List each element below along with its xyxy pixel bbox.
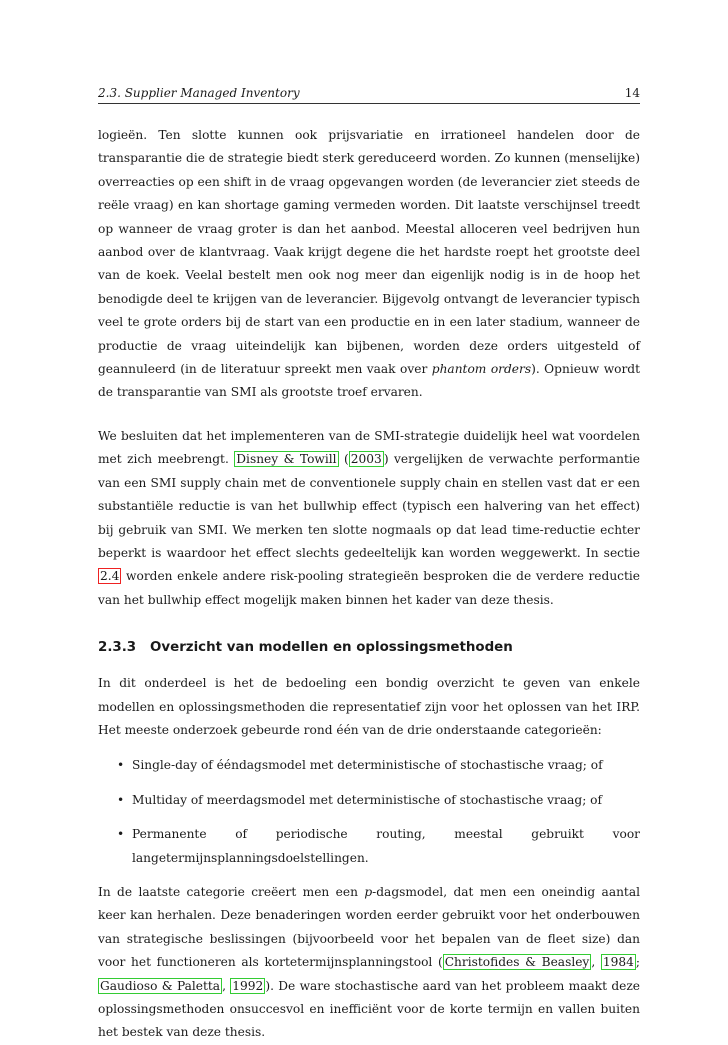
section-heading [98, 640, 640, 655]
paragraph-1-text-b: ). Opnieuw wordt de transparantie van SMI als grootste troef ervaren. [98, 362, 640, 400]
bullet-list [98, 754, 640, 870]
section-title: Overzicht van modellen en oplossingsmethoden [150, 640, 513, 656]
paragraph-2 [98, 425, 640, 612]
citation-open: ( [338, 452, 349, 467]
bullet-icon: • [117, 792, 125, 807]
list-item [117, 754, 640, 777]
list-item [117, 789, 640, 812]
paragraph-4-text-a: In de laatste categorie creëert men een [98, 884, 365, 899]
bullet-icon: • [117, 758, 125, 773]
paragraph-2-text-a: We besluiten dat het implementeren van de SMI-strategie duidelijk heel wat voordelen met zich meebrengt. [98, 428, 640, 467]
paragraph-2-text-c: worden enkele andere risk-pooling strategieën besproken die de verdere reductie van het bullwhip effect mogelijk maken binnen het kader van deze thesis. [98, 569, 640, 607]
paragraph-4-emphasis: p [364, 884, 373, 899]
citation-link-gaudioso-paletta[interactable]: Gaudioso & Paletta [100, 978, 221, 993]
page-number: 14 [624, 86, 640, 100]
citation-separator: , [591, 955, 601, 970]
header-section-title: 2.3. Supplier Managed Inventory [98, 86, 300, 100]
citation-divider: ; [635, 955, 640, 970]
bullet-icon: • [117, 827, 125, 842]
citation-separator: , [222, 978, 231, 993]
list-item-text: Permanente of periodische routing, meestal gebruikt voor langetermijnsplanningsdoelstellingen. [132, 827, 640, 865]
paragraph-4-text-c: ). De ware stochastische aard van het probleem maakt deze oplossingsmethoden onsuccesvol en inefficiënt voor de korte termijn en vallen buiten het bestek van deze thesis. [98, 978, 641, 1040]
paragraph-4-text-b: -dagsmodel, dat men een oneindig aantal keer kan herhalen. Deze benaderingen worden eerder gebruikt voor het onderbouwen van strategische beslissingen (bijvoorbeeld voor het bepalen van de fleet size) dan voor het functioneren als kortetermijnsplanningstool ( [98, 884, 640, 970]
citation-close: ) [383, 452, 395, 467]
list-item [117, 823, 640, 870]
section-ref-link[interactable]: 2.4 [100, 569, 120, 584]
citation-link-1984[interactable]: 1984 [602, 955, 634, 970]
paragraph-3: In dit onderdeel is het de bedoeling een bondig overzicht te geven van enkele modellen en oplossingsmethoden die representatief zijn voor het oplossen van het IRP. Het meeste onderzoek gebeurde rond één van de drie onderstaande categorieën: [98, 676, 640, 737]
page [98, 86, 640, 1045]
paragraph-2-text-b: vergelijken de verwachte performantie van een SMI supply chain met de conventionele supply chain en stellen vast dat er een substantiële reductie is van het bullwhip effect (typisch een halvering van het effect) bij gebruik van SMI. We merken ten slotte nogmaals op dat lead time-reductie echter beperkt is waardoor het effect slechts gedeeltelijk kan worden weggewerkt. In sectie [98, 452, 640, 560]
citation-link-disney-towill[interactable]: Disney & Towill [236, 452, 337, 467]
running-header [98, 86, 640, 104]
paragraph-4 [98, 881, 640, 1045]
list-item-text: Single-day of ééndagsmodel met deterministische of stochastische vraag; of [132, 758, 603, 773]
citation-link-1992[interactable]: 1992 [232, 978, 264, 993]
citation-link-christofides-beasley[interactable]: Christofides & Beasley [444, 955, 590, 970]
list-item-text: Multiday of meerdagsmodel met deterministische of stochastische vraag; of [132, 792, 603, 807]
section-number: 2.3.3 [98, 640, 137, 656]
paragraph-1 [98, 124, 640, 405]
paragraph-1-emphasis: phantom orders [431, 362, 532, 377]
paragraph-1-text-a: logieën. Ten slotte kunnen ook prijsvariatie en irrationeel handelen door de transparantie die de strategie biedt sterk gereduceerd worden. Zo kunnen (menselijke) overreacties op een shift in de vraag opgevangen worden (de leverancier ziet steeds de reële vraag) en kan shortage gaming vermeden worden. Dit laatste verschijnsel treedt op wanneer de vraag groter is dan het aanbod. Meestal alloceren veel bedrijven hun aanbod over de klantvraag. Vaak krijgt degene die het hardste roept het grootste deel van de koek. Veelal bestelt men ook nog meer dan eigenlijk nodig is in de hoop het benodigde deel te krijgen van de leverancier. Bijgevolg ontvangt de leverancier typisch veel te grote orders bij de start van een productie en in een later stadium, wanneer de productie de vraag uiteindelijk kan bijbenen, worden deze orders uitgesteld of geannuleerd (in de literatuur spreekt men vaak over [98, 128, 640, 377]
citation-link-2003[interactable]: 2003 [350, 452, 382, 467]
